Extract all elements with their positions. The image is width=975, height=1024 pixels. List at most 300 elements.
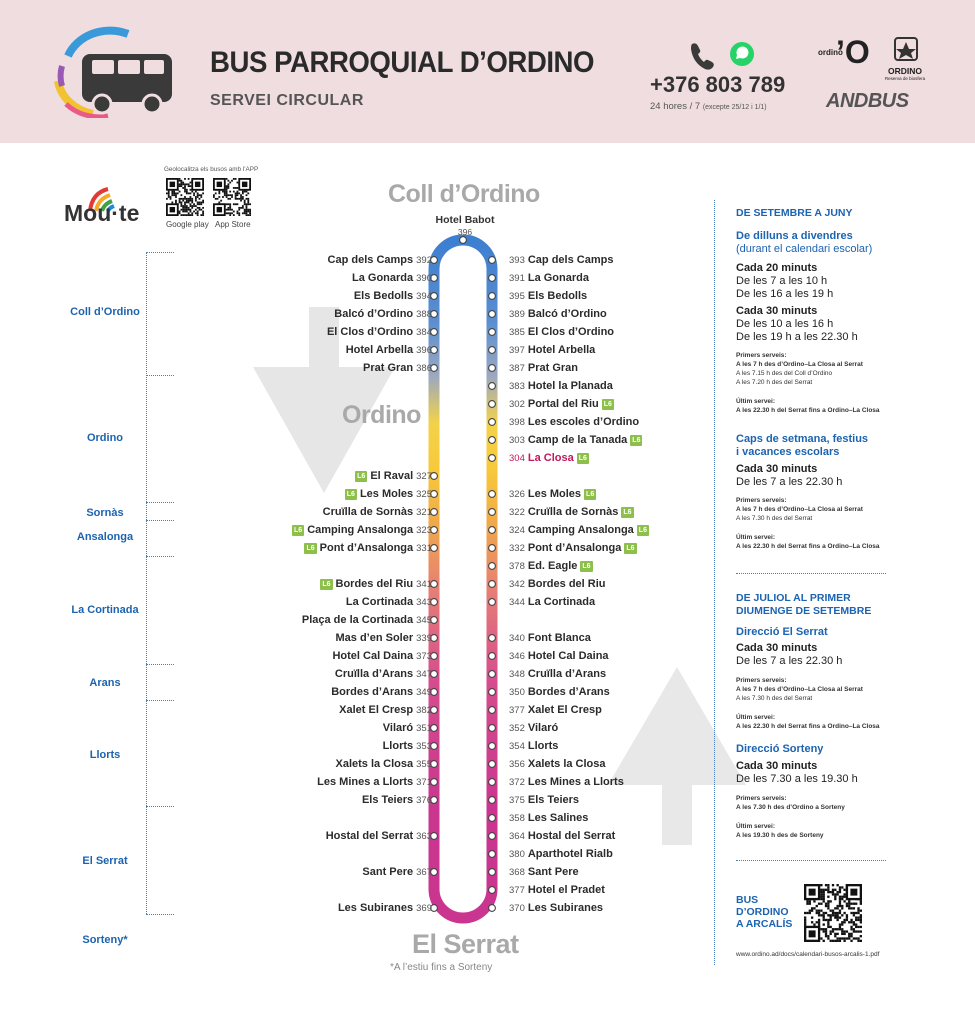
stop-name: Pont d’Ansalonga bbox=[527, 542, 622, 554]
stop-name: La Gonarda bbox=[527, 272, 589, 284]
ordino-mark-sub: Reserva de biosfera bbox=[884, 76, 926, 81]
stop-number: 326 bbox=[509, 488, 525, 500]
stop-name: Llorts bbox=[382, 740, 414, 752]
stop-dot bbox=[489, 905, 496, 912]
stop-name: Hotel Cal Daina bbox=[527, 650, 609, 662]
stop-right bbox=[509, 883, 605, 897]
stop-right bbox=[509, 757, 606, 771]
top-stop-name: Hotel Babot bbox=[435, 214, 495, 226]
stop-left bbox=[302, 613, 432, 627]
stop-name: Prat Gran bbox=[527, 362, 578, 374]
stop-number: 340 bbox=[509, 632, 525, 644]
stop-number: 353 bbox=[416, 740, 432, 752]
stop-number: 349 bbox=[416, 686, 432, 698]
season1-freq2-time2: De les 19 h a les 22.30 h bbox=[736, 331, 858, 343]
stop-right bbox=[509, 397, 614, 411]
page-title: BUS PARROQUIAL D’ORDINO bbox=[210, 46, 595, 79]
season1-sub1b: (durant el calendari escolar) bbox=[736, 243, 873, 255]
stop-number: 341 bbox=[416, 578, 432, 590]
stop-number: 343 bbox=[416, 596, 432, 608]
stop-right bbox=[509, 343, 595, 357]
stop-right bbox=[509, 415, 639, 429]
stop-right bbox=[509, 667, 606, 681]
stop-right bbox=[509, 793, 579, 807]
stop-name: La Gonarda bbox=[352, 272, 414, 284]
stop-name: La Cortinada bbox=[527, 596, 596, 608]
stop-dot bbox=[489, 635, 496, 642]
stop-number: 321 bbox=[416, 506, 432, 518]
l6-badge: L6 bbox=[623, 508, 632, 516]
stop-left bbox=[335, 757, 432, 771]
stop-name: Prat Gran bbox=[363, 362, 414, 374]
stop-left bbox=[346, 595, 432, 609]
route-middle-title: Ordino bbox=[342, 401, 421, 429]
stop-left bbox=[335, 667, 432, 681]
season1-freq3: Cada 30 minuts bbox=[736, 463, 818, 475]
arcalis-line-2: D’ORDINO bbox=[736, 906, 789, 918]
season2-first-1: A les 7 h des d’Ordino–La Closa al Serrat bbox=[736, 686, 863, 693]
l6-badge: L6 bbox=[294, 526, 303, 534]
stop-dot bbox=[489, 365, 496, 372]
l6-badge: L6 bbox=[346, 490, 355, 498]
stop-left bbox=[334, 307, 432, 321]
stop-number: 351 bbox=[416, 722, 432, 734]
page-subtitle: SERVEI CIRCULAR bbox=[210, 92, 364, 109]
stop-number: 369 bbox=[416, 902, 432, 914]
stop-number: 391 bbox=[509, 272, 525, 284]
stop-name: Hotel Arbella bbox=[527, 344, 596, 356]
season1-first2-heading: Primers serveis: bbox=[736, 497, 787, 504]
stop-name: Cap dels Camps bbox=[327, 254, 414, 266]
stop-dot bbox=[489, 257, 496, 264]
stop-name: Camping Ansalonga bbox=[527, 524, 634, 536]
season2-first2-heading: Primers serveis: bbox=[736, 795, 787, 802]
stop-right bbox=[509, 739, 558, 753]
stop-number: 388 bbox=[416, 308, 432, 320]
stop-number: 325 bbox=[416, 488, 432, 500]
route-loop bbox=[434, 240, 492, 918]
l6-badge: L6 bbox=[638, 526, 647, 534]
season1-sub2b: i vacances escolars bbox=[736, 446, 840, 458]
stop-dot bbox=[460, 237, 467, 244]
stop-number: 389 bbox=[509, 308, 525, 320]
season2-first2-1: A les 7.30 h des d’Ordino a Sorteny bbox=[736, 804, 845, 811]
stop-name: Bordes d’Arans bbox=[527, 686, 610, 698]
stop-number: 397 bbox=[509, 344, 525, 356]
stop-left bbox=[346, 343, 432, 357]
stop-name: Hotel la Planada bbox=[527, 380, 613, 392]
season2-last2-heading: Últim servei: bbox=[736, 823, 776, 830]
stop-right bbox=[509, 703, 602, 717]
stop-left bbox=[338, 901, 432, 915]
stop-right bbox=[509, 865, 579, 879]
season2-last2-1: A les 19.30 h des de Sorteny bbox=[736, 832, 824, 839]
stop-name: Plaça de la Cortinada bbox=[301, 614, 414, 626]
stop-number: 386 bbox=[416, 362, 432, 374]
geolocate-text: Geolocalitza els busos amb l’APP bbox=[164, 166, 259, 173]
stop-dot bbox=[489, 491, 496, 498]
stop-number: 345 bbox=[416, 614, 432, 626]
panel-separator bbox=[736, 573, 886, 574]
stop-left bbox=[323, 505, 432, 519]
season1-last-1: A les 22.30 h del Serrat fins a Ordino–La Closa bbox=[736, 407, 880, 414]
stop-name: Pont d’Ansalonga bbox=[319, 542, 414, 554]
stop-right bbox=[509, 451, 589, 465]
stop-name: Cap dels Camps bbox=[527, 254, 614, 266]
season2-last-heading: Últim servei: bbox=[736, 714, 776, 721]
top-stop-number: 396 bbox=[457, 227, 473, 237]
stop-right bbox=[509, 505, 634, 519]
l6-badge: L6 bbox=[306, 544, 315, 552]
stop-dot bbox=[489, 563, 496, 570]
l6-badge: L6 bbox=[603, 400, 612, 408]
panel-divider bbox=[714, 200, 715, 965]
stop-left bbox=[320, 577, 432, 591]
stop-dot bbox=[489, 815, 496, 822]
stop-dot bbox=[489, 545, 496, 552]
season1-first-2: A les 7.15 h des del Coll d’Ordino bbox=[736, 370, 833, 377]
panel-separator bbox=[736, 860, 886, 861]
stop-name: Cruïlla d’Arans bbox=[334, 668, 414, 680]
stop-name: Balcó d’Ordino bbox=[527, 308, 607, 320]
route-bottom-title: El Serrat bbox=[412, 929, 519, 959]
stop-number: 396 bbox=[416, 344, 432, 356]
stop-name: El Raval bbox=[370, 470, 414, 482]
stop-right bbox=[509, 649, 609, 663]
app-store-label[interactable]: App Store bbox=[215, 220, 251, 229]
stop-dot bbox=[489, 311, 496, 318]
stop-left bbox=[355, 469, 432, 483]
arcalis-url[interactable]: www.ordino.ad/docs/calendari-busos-arcalis-1.pdf bbox=[736, 951, 880, 958]
stop-name: Bordes del Riu bbox=[527, 578, 606, 590]
stop-dot bbox=[489, 437, 496, 444]
stop-dot bbox=[489, 401, 496, 408]
stop-left bbox=[304, 541, 432, 555]
season1-freq1-time2: De les 16 a les 19 h bbox=[736, 288, 834, 300]
stop-name: Hotel el Pradet bbox=[527, 884, 605, 896]
stop-name: Xalet El Cresp bbox=[527, 704, 602, 716]
stop-right bbox=[509, 811, 588, 825]
stop-number: 354 bbox=[509, 740, 525, 752]
season2-sub2: Direcció Sorteny bbox=[736, 743, 824, 755]
stop-name: Les Moles bbox=[527, 488, 582, 500]
stop-name: Balcó d’Ordino bbox=[334, 308, 414, 320]
stop-name: Vilaró bbox=[382, 722, 414, 734]
stop-number: 350 bbox=[509, 686, 525, 698]
stop-dots bbox=[431, 237, 496, 912]
stop-dot bbox=[489, 383, 496, 390]
qr-code-icon bbox=[804, 884, 862, 942]
ordino-logo-small: ordino bbox=[818, 48, 843, 57]
stop-number: 387 bbox=[509, 362, 525, 374]
stop-dot bbox=[489, 689, 496, 696]
stop-right bbox=[509, 253, 613, 267]
stop-name: Bordes del Riu bbox=[335, 578, 414, 590]
stop-name: Camping Ansalonga bbox=[307, 524, 414, 536]
stop-number: 323 bbox=[416, 524, 432, 536]
arcalis-line-1: BUS bbox=[736, 894, 759, 906]
stop-dot bbox=[489, 419, 496, 426]
zone-llorts: Llorts bbox=[89, 749, 121, 761]
stop-number: 339 bbox=[416, 632, 432, 644]
stop-name: Cruïlla d’Arans bbox=[527, 668, 607, 680]
stop-left bbox=[326, 829, 432, 843]
stop-name: El Clos d’Ordino bbox=[527, 326, 615, 338]
season1-first-1: A les 7 h des d’Ordino–La Closa al Serrat bbox=[736, 361, 863, 368]
stop-number: 383 bbox=[509, 380, 525, 392]
stop-number: 382 bbox=[416, 704, 432, 716]
stop-name: Font Blanca bbox=[527, 632, 591, 644]
season1-last-heading: Últim servei: bbox=[736, 398, 776, 405]
stop-name: Aparthotel Rialb bbox=[527, 848, 613, 860]
stop-number: 390 bbox=[416, 272, 432, 284]
stop-number: 398 bbox=[509, 416, 525, 428]
season1-last2-heading: Últim servei: bbox=[736, 534, 776, 541]
stop-dot bbox=[489, 581, 496, 588]
l6-badge: L6 bbox=[578, 454, 587, 462]
stop-right bbox=[509, 523, 649, 537]
stop-right bbox=[509, 829, 615, 843]
stop-right bbox=[509, 271, 589, 285]
stop-number: 378 bbox=[509, 560, 525, 572]
stop-left bbox=[362, 865, 432, 879]
stop-dot bbox=[489, 743, 496, 750]
stop-left bbox=[331, 685, 432, 699]
stop-left bbox=[345, 487, 432, 501]
stop-right bbox=[509, 595, 595, 609]
season1-freq3-time1: De les 7 a les 22.30 h bbox=[736, 476, 843, 488]
qr-arcalis[interactable] bbox=[804, 884, 862, 942]
stop-number: 371 bbox=[416, 776, 432, 788]
season1-sub1: De dilluns a divendres bbox=[736, 230, 853, 242]
stop-left bbox=[292, 523, 432, 537]
stop-name: Hostal del Serrat bbox=[527, 830, 616, 842]
stop-name: Les Subiranes bbox=[337, 902, 414, 914]
phone-number[interactable]: +376 803 789 bbox=[650, 72, 786, 97]
stop-left bbox=[328, 253, 432, 267]
stop-dot bbox=[489, 887, 496, 894]
stop-left bbox=[354, 289, 432, 303]
stop-dot bbox=[489, 725, 496, 732]
stop-number: 368 bbox=[509, 866, 525, 878]
stop-name: Hotel Arbella bbox=[345, 344, 414, 356]
stop-number: 355 bbox=[416, 758, 432, 770]
zone-ansalonga: Ansalonga bbox=[76, 531, 134, 543]
stop-name: La Closa bbox=[527, 452, 574, 464]
season2-freq2-time1: De les 7.30 a les 19.30 h bbox=[736, 773, 858, 785]
season2-freq2: Cada 30 minuts bbox=[736, 760, 818, 772]
stop-number: 342 bbox=[509, 578, 525, 590]
stop-name: Hotel Cal Daina bbox=[332, 650, 414, 662]
stop-number: 304 bbox=[509, 452, 525, 464]
stop-name: Vilaró bbox=[527, 722, 559, 734]
stop-number: 344 bbox=[509, 596, 525, 608]
stop-right bbox=[509, 325, 614, 339]
stop-name: Els Teiers bbox=[361, 794, 414, 806]
season2-title: DE JULIOL AL PRIMER bbox=[736, 592, 851, 604]
l6-badge: L6 bbox=[582, 562, 591, 570]
google-play-label[interactable]: Google play bbox=[166, 220, 209, 229]
stop-number: 384 bbox=[416, 326, 432, 338]
stop-dot bbox=[489, 833, 496, 840]
season1-title: DE SETEMBRE A JUNY bbox=[736, 207, 853, 219]
zone-el-serrat: El Serrat bbox=[82, 855, 128, 867]
stop-number: 346 bbox=[509, 650, 525, 662]
season2-title-b: DIUMENGE DE SETEMBRE bbox=[736, 605, 872, 617]
stop-number: 373 bbox=[416, 650, 432, 662]
stop-number: 375 bbox=[509, 794, 525, 806]
stop-dot bbox=[489, 851, 496, 858]
stop-right bbox=[509, 721, 558, 735]
l6-badge: L6 bbox=[632, 436, 641, 444]
stop-name: Xalets la Closa bbox=[335, 758, 414, 770]
stop-dot bbox=[489, 797, 496, 804]
stop-number: 377 bbox=[509, 704, 525, 716]
stop-dot bbox=[489, 509, 496, 516]
stop-number: 322 bbox=[509, 506, 525, 518]
stop-right bbox=[509, 361, 578, 375]
stop-name: Els Bedolls bbox=[353, 290, 414, 302]
season2-last-1: A les 22.30 h del Serrat fins a Ordino–La Closa bbox=[736, 723, 880, 730]
stop-dot bbox=[489, 347, 496, 354]
stop-dot bbox=[489, 293, 496, 300]
season1-last2-1: A les 22.30 h del Serrat fins a Ordino–La Closa bbox=[736, 543, 880, 550]
stop-name: El Clos d’Ordino bbox=[326, 326, 414, 338]
season1-sub2: Caps de setmana, festius bbox=[736, 433, 869, 445]
stop-right bbox=[509, 487, 596, 501]
stop-dot bbox=[489, 329, 496, 336]
stop-name: Bordes d’Arans bbox=[331, 686, 414, 698]
stop-name: Les escoles d’Ordino bbox=[527, 416, 640, 428]
stop-left bbox=[363, 361, 432, 375]
season2-sub1: Direcció El Serrat bbox=[736, 626, 828, 638]
season1-freq1-time1: De les 7 a les 10 h bbox=[736, 275, 828, 287]
stop-number: 303 bbox=[509, 434, 525, 446]
stop-left bbox=[327, 325, 432, 339]
stop-name: Les Moles bbox=[359, 488, 414, 500]
stop-right bbox=[509, 847, 613, 861]
season1-freq2: Cada 30 minuts bbox=[736, 305, 818, 317]
stop-name: Els Teiers bbox=[527, 794, 580, 806]
stop-right bbox=[509, 289, 587, 303]
stop-right bbox=[509, 631, 591, 645]
stop-number: 356 bbox=[509, 758, 525, 770]
stop-number: 332 bbox=[509, 542, 525, 554]
l6-badge: L6 bbox=[626, 544, 635, 552]
stop-name: Sant Pere bbox=[527, 866, 579, 878]
stop-right bbox=[509, 559, 593, 573]
stop-number: 380 bbox=[509, 848, 525, 860]
stop-name: Hostal del Serrat bbox=[325, 830, 414, 842]
zone-sorteny: Sorteny* bbox=[82, 934, 128, 946]
stop-name: Les Mines a Llorts bbox=[317, 776, 414, 788]
l6-badge: L6 bbox=[322, 580, 331, 588]
zone-la-cortinada: La Cortinada bbox=[71, 604, 139, 616]
stop-name: La Cortinada bbox=[345, 596, 414, 608]
stop-right bbox=[509, 433, 642, 447]
stop-name: Mas d’en Soler bbox=[335, 632, 414, 644]
stop-number: 363 bbox=[416, 830, 432, 842]
stop-name: Cruïlla de Sornàs bbox=[322, 506, 414, 518]
stop-dot bbox=[489, 599, 496, 606]
season1-first-heading: Primers serveis: bbox=[736, 352, 787, 359]
up-arrow bbox=[608, 667, 746, 845]
stop-left bbox=[383, 721, 432, 735]
stop-number: 327 bbox=[416, 470, 432, 482]
stop-number: 358 bbox=[509, 812, 525, 824]
stop-dot bbox=[489, 761, 496, 768]
stop-name: Sant Pere bbox=[362, 866, 414, 878]
stop-dot bbox=[489, 527, 496, 534]
season1-first2-2: A les 7.30 h des del Serrat bbox=[736, 515, 813, 522]
stop-number: 370 bbox=[509, 902, 525, 914]
zone-arans: Arans bbox=[89, 677, 121, 689]
season2-freq1-time1: De les 7 a les 22.30 h bbox=[736, 655, 843, 667]
stop-number: 331 bbox=[416, 542, 432, 554]
arcalis-link-label[interactable] bbox=[736, 894, 792, 930]
route-bottom-note: *A l’estiu fins a Sorteny bbox=[390, 962, 493, 973]
season2-freq1: Cada 30 minuts bbox=[736, 642, 818, 654]
stop-left bbox=[362, 793, 432, 807]
stop-number: 364 bbox=[509, 830, 525, 842]
stop-number: 347 bbox=[416, 668, 432, 680]
stop-number: 393 bbox=[509, 254, 525, 266]
stop-right bbox=[509, 775, 624, 789]
stop-number: 352 bbox=[509, 722, 525, 734]
season1-first-3: A les 7.20 h des del Serrat bbox=[736, 379, 813, 386]
andbus-logo: ANDBUS bbox=[826, 90, 909, 112]
stop-left bbox=[332, 649, 432, 663]
arcalis-line-3: A ARCALÍS bbox=[736, 918, 793, 930]
stop-right bbox=[509, 379, 613, 393]
stop-left bbox=[352, 271, 432, 285]
stop-number: 385 bbox=[509, 326, 525, 338]
l6-badge: L6 bbox=[586, 490, 595, 498]
stop-number: 376 bbox=[416, 794, 432, 806]
stop-number: 395 bbox=[509, 290, 525, 302]
stop-number: 392 bbox=[416, 254, 432, 266]
stop-number: 367 bbox=[416, 866, 432, 878]
stop-dot bbox=[489, 455, 496, 462]
stop-right bbox=[509, 577, 605, 591]
stop-name: Xalets la Closa bbox=[527, 758, 606, 770]
stop-number: 377 bbox=[509, 884, 525, 896]
stop-name: Camp de la Tanada bbox=[527, 434, 628, 446]
season2-first-heading: Primers serveis: bbox=[736, 677, 787, 684]
hours-text: 24 hores / 7 bbox=[650, 101, 701, 112]
stop-number: 324 bbox=[509, 524, 525, 536]
l6-badge: L6 bbox=[357, 472, 366, 480]
season1-first2-1: A les 7 h des d’Ordino–La Closa al Serrat bbox=[736, 506, 863, 513]
season2-first-2: A les 7.30 h des del Serrat bbox=[736, 695, 813, 702]
stop-number: 394 bbox=[416, 290, 432, 302]
stop-right bbox=[509, 307, 607, 321]
zone-sornas: Sornàs bbox=[86, 507, 124, 519]
stop-name: Les Mines a Llorts bbox=[527, 776, 624, 788]
ordino-logo-big: ’O bbox=[836, 34, 870, 70]
stop-number: 348 bbox=[509, 668, 525, 680]
zone-ordino: Ordino bbox=[86, 432, 124, 444]
stop-dot bbox=[489, 653, 496, 660]
moute-brand: Mou·te bbox=[64, 200, 140, 226]
stop-dot bbox=[489, 869, 496, 876]
route-top-title: Coll d’Ordino bbox=[388, 180, 540, 208]
stop-name: Llorts bbox=[527, 740, 559, 752]
season1-freq1: Cada 20 minuts bbox=[736, 262, 818, 274]
stop-number: 302 bbox=[509, 398, 525, 410]
stop-dot bbox=[489, 671, 496, 678]
stop-name: Els Bedolls bbox=[527, 290, 588, 302]
